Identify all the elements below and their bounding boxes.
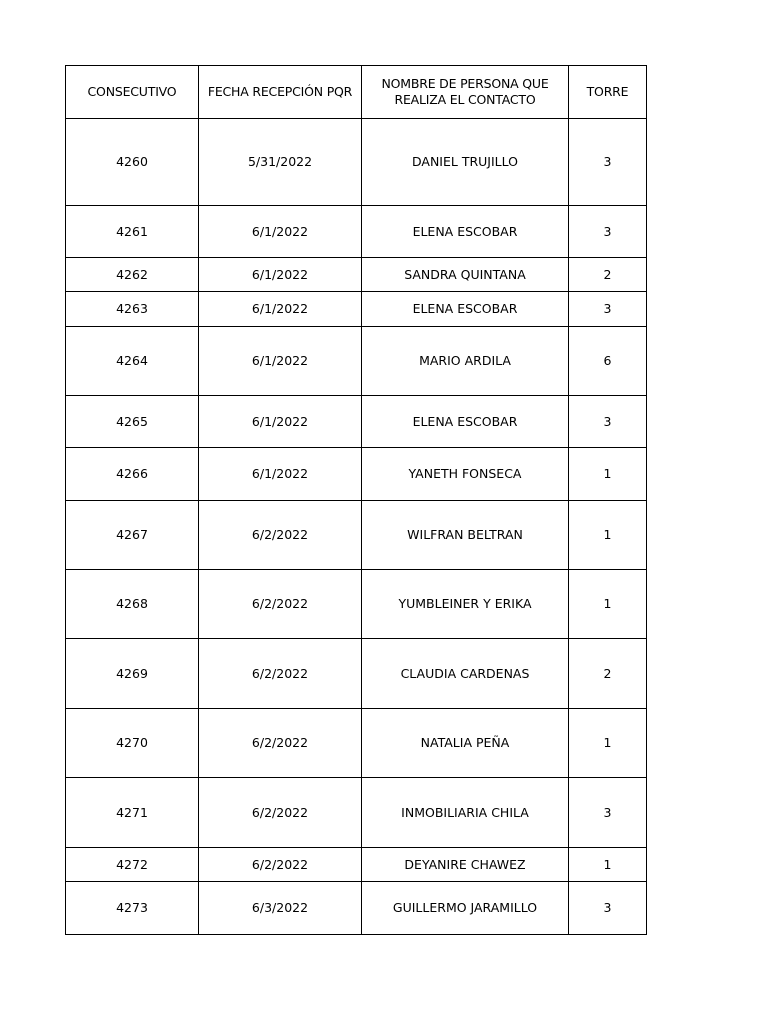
table-row [66, 327, 647, 396]
header-fecha-recepcion: FECHA RECEPCIÓN PQR [199, 66, 362, 119]
cell-nombre: ELENA ESCOBAR [362, 206, 569, 258]
cell-nombre: DANIEL TRUJILLO [362, 119, 569, 206]
table-row [66, 396, 647, 448]
table-row [66, 119, 647, 206]
cell-torre: 3 [569, 206, 647, 258]
cell-fecha: 6/1/2022 [199, 206, 362, 258]
cell-fecha: 6/3/2022 [199, 882, 362, 935]
cell-torre: 1 [569, 448, 647, 501]
cell-torre: 1 [569, 848, 647, 882]
cell-nombre: GUILLERMO JARAMILLO [362, 882, 569, 935]
cell-nombre: INMOBILIARIA CHILA [362, 778, 569, 848]
cell-nombre: YANETH FONSECA [362, 448, 569, 501]
cell-torre: 2 [569, 258, 647, 292]
table-body [66, 119, 647, 935]
cell-consecutivo: 4267 [66, 501, 199, 570]
cell-consecutivo: 4266 [66, 448, 199, 501]
cell-consecutivo: 4270 [66, 709, 199, 778]
cell-torre: 1 [569, 501, 647, 570]
cell-nombre: ELENA ESCOBAR [362, 292, 569, 327]
header-row [66, 66, 647, 119]
table-row [66, 709, 647, 778]
table-row [66, 882, 647, 935]
cell-nombre: MARIO ARDILA [362, 327, 569, 396]
cell-fecha: 6/1/2022 [199, 396, 362, 448]
cell-consecutivo: 4265 [66, 396, 199, 448]
cell-consecutivo: 4273 [66, 882, 199, 935]
table-row [66, 292, 647, 327]
table-row [66, 778, 647, 848]
cell-consecutivo: 4260 [66, 119, 199, 206]
cell-consecutivo: 4271 [66, 778, 199, 848]
cell-nombre: SANDRA QUINTANA [362, 258, 569, 292]
cell-torre: 6 [569, 327, 647, 396]
cell-nombre: NATALIA PEÑA [362, 709, 569, 778]
cell-torre: 3 [569, 292, 647, 327]
cell-torre: 2 [569, 639, 647, 709]
cell-nombre: ELENA ESCOBAR [362, 396, 569, 448]
table-row [66, 570, 647, 639]
cell-consecutivo: 4261 [66, 206, 199, 258]
cell-nombre: YUMBLEINER Y ERIKA [362, 570, 569, 639]
table-row [66, 258, 647, 292]
header-torre: TORRE [569, 66, 647, 119]
table-row [66, 206, 647, 258]
cell-torre: 3 [569, 778, 647, 848]
cell-fecha: 6/1/2022 [199, 448, 362, 501]
cell-fecha: 6/1/2022 [199, 258, 362, 292]
table-row [66, 501, 647, 570]
cell-torre: 1 [569, 570, 647, 639]
cell-consecutivo: 4262 [66, 258, 199, 292]
cell-torre: 1 [569, 709, 647, 778]
header-consecutivo: CONSECUTIVO [66, 66, 199, 119]
cell-torre: 3 [569, 396, 647, 448]
cell-torre: 3 [569, 882, 647, 935]
cell-fecha: 6/2/2022 [199, 501, 362, 570]
pqr-table [65, 65, 647, 935]
table-row [66, 639, 647, 709]
table-header [66, 66, 647, 119]
cell-consecutivo: 4263 [66, 292, 199, 327]
cell-nombre: DEYANIRE CHAWEZ [362, 848, 569, 882]
table-row [66, 848, 647, 882]
cell-consecutivo: 4264 [66, 327, 199, 396]
cell-fecha: 5/31/2022 [199, 119, 362, 206]
cell-fecha: 6/2/2022 [199, 639, 362, 709]
table-row [66, 448, 647, 501]
cell-fecha: 6/2/2022 [199, 570, 362, 639]
cell-fecha: 6/1/2022 [199, 292, 362, 327]
cell-fecha: 6/2/2022 [199, 709, 362, 778]
cell-nombre: WILFRAN BELTRAN [362, 501, 569, 570]
cell-nombre: CLAUDIA CARDENAS [362, 639, 569, 709]
cell-fecha: 6/2/2022 [199, 848, 362, 882]
cell-fecha: 6/2/2022 [199, 778, 362, 848]
cell-consecutivo: 4272 [66, 848, 199, 882]
cell-fecha: 6/1/2022 [199, 327, 362, 396]
header-nombre-contacto: NOMBRE DE PERSONA QUE REALIZA EL CONTACTO [362, 66, 569, 119]
cell-consecutivo: 4268 [66, 570, 199, 639]
cell-consecutivo: 4269 [66, 639, 199, 709]
cell-torre: 3 [569, 119, 647, 206]
